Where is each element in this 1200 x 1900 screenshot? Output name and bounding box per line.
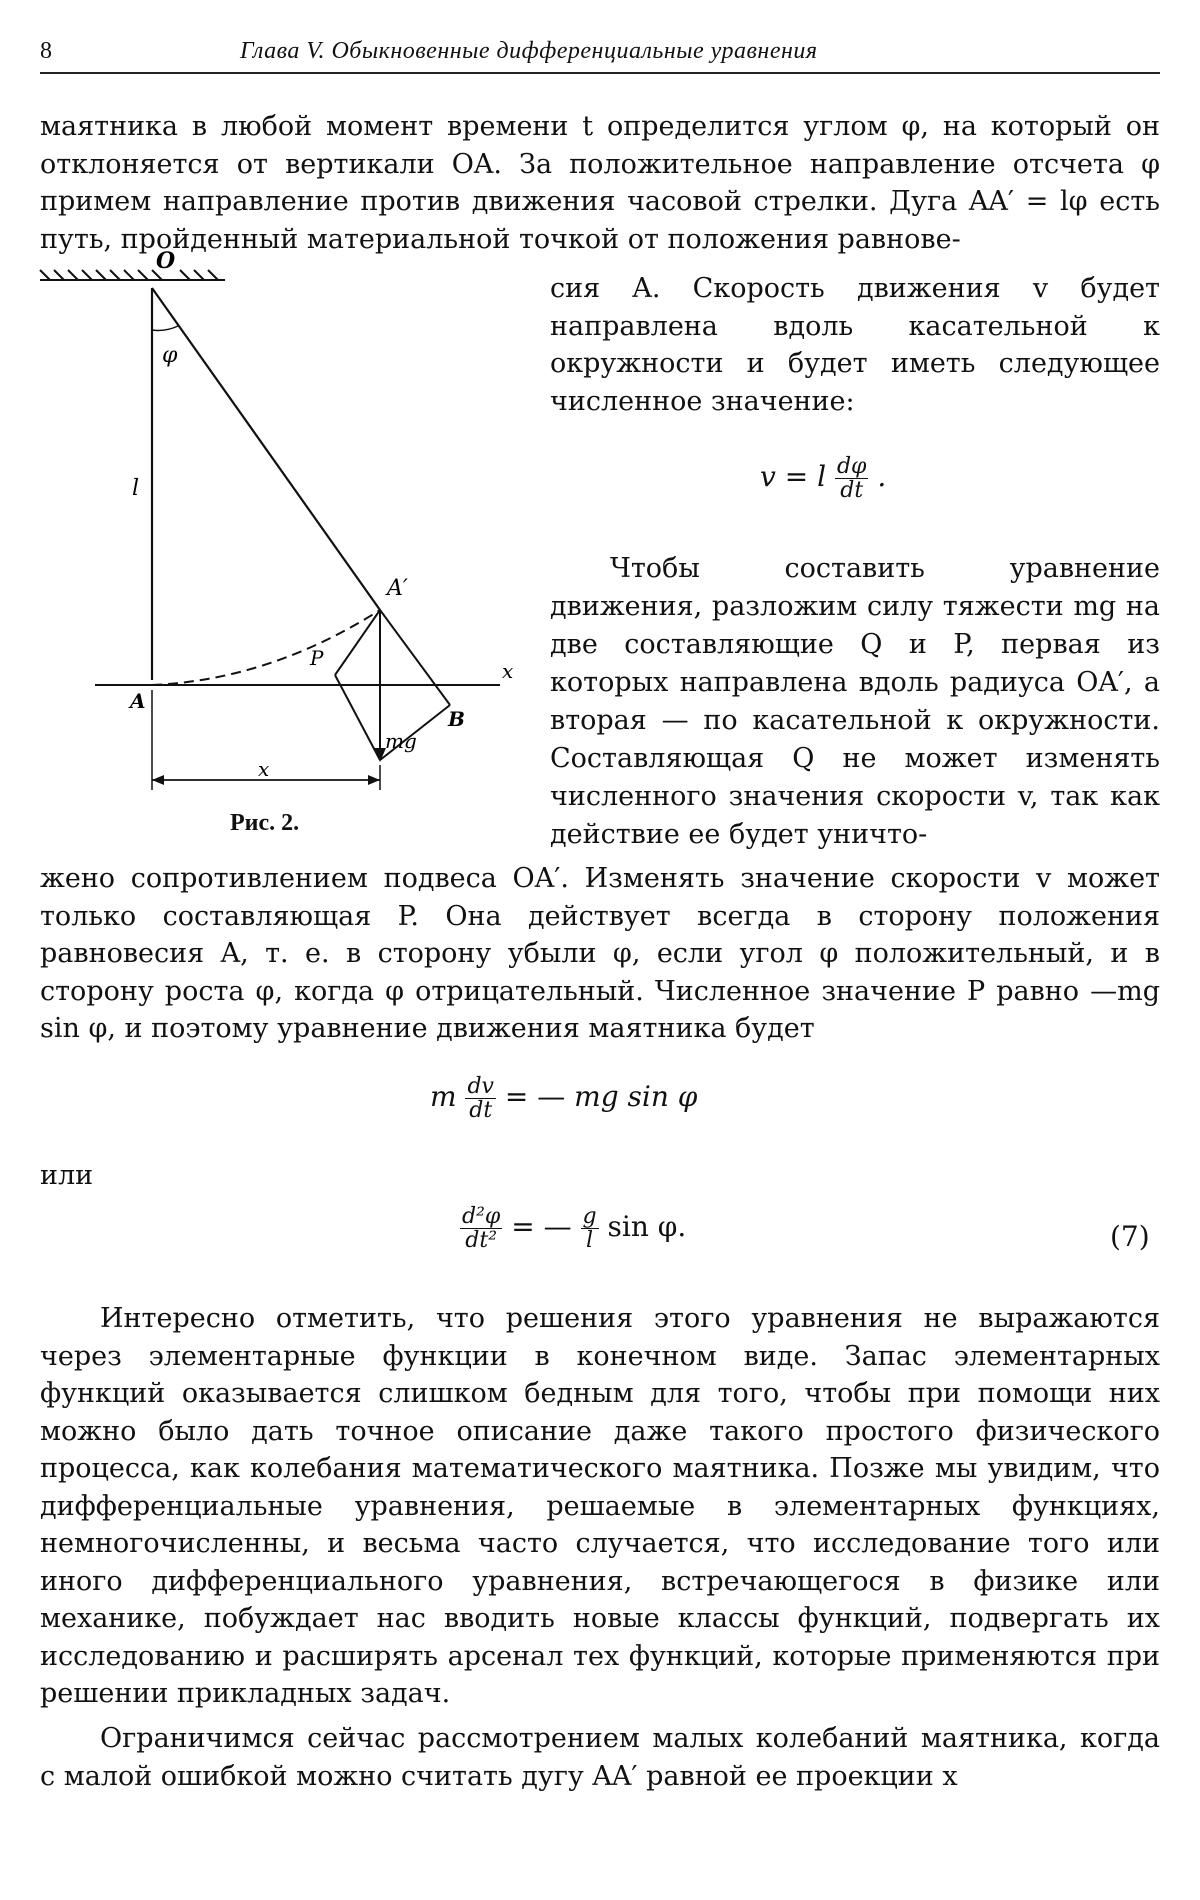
paragraph-5-text: Ограничимся сейчас рассмотрением малых колебаний маятника, когда с малой ошибкой можно считать дугу AA′ равной ее проекции x — [40, 1720, 1160, 1795]
pendulum-string-OA-prime — [152, 288, 380, 610]
eq-velocity-tail: . — [877, 460, 886, 493]
paragraph-2-text: сия A. Скорость движения v будет направлена вдоль касательной к окружности и будет иметь следующее численное значение: — [550, 270, 1160, 420]
P-to-mg — [335, 675, 380, 760]
angle-arc — [152, 326, 178, 331]
right-column-text-1 — [550, 270, 1160, 420]
eq1-num: dv — [465, 1075, 496, 1099]
label-l: l — [132, 476, 139, 501]
eq2-num2: g — [581, 1205, 599, 1229]
eq-velocity-den: dt — [835, 479, 869, 502]
label-A: A — [128, 689, 146, 713]
paragraph-4-text: Интересно отметить, что решения этого уравнения не выражаются через элементарные функции в конечном виде. Запас элементарных функций оказывается слишком бедным для того, чтобы при помощи них можно было дать точное описание даже такого простого физического процесса, как колебания математического маятника. Позже мы увидим, что дифференциальные уравнения, решаемые в элементарных функциях, немногочисленны, и весьма часто случается, что исследование того или иного дифференциального уравнения, встречающегося в физике или механике, побуждает нас вводить новые классы функций, подвергать их исследованию и расширять арсенал тех функций, которые применяются при решении прикладных задач. — [40, 1300, 1160, 1713]
x-dim-arrow-right — [368, 775, 380, 785]
paragraph-1 — [40, 108, 1160, 258]
label-B: B — [447, 707, 465, 731]
label-phi: φ — [162, 343, 178, 368]
eq-velocity-lhs: v = l — [760, 460, 826, 493]
eq2-den: dt² — [460, 1229, 502, 1252]
ceiling-hatching — [40, 270, 225, 280]
paragraph-1-text: маятника в любой момент времени t определится углом φ, на который он отклоняется от вертикали OA. За положительное направление отсчета φ примем направление против движения часовой стрелки. Дуга AA′ = lφ есть путь, пройденный материальной точкой от положения равнове- — [40, 108, 1160, 258]
chapter-title: Глава V. Обыкновенные дифференциальные уравнения — [240, 38, 818, 65]
equation-number: (7) — [1110, 1220, 1150, 1253]
eq2-fraction-1 — [460, 1205, 502, 1252]
label-mg: mg — [385, 729, 417, 753]
label-A-prime: A′ — [385, 576, 408, 601]
equation-velocity — [760, 455, 886, 502]
eq2-num: d²φ — [460, 1205, 502, 1229]
label-x-dim: x — [258, 757, 269, 781]
force-P — [335, 610, 380, 675]
eq2-den2: l — [581, 1229, 599, 1252]
right-column-text-2 — [550, 550, 1160, 854]
eq1-rhs: = — mg sin φ — [505, 1080, 698, 1113]
or-word: или — [40, 1160, 93, 1191]
eq2-mid: = — — [511, 1210, 571, 1243]
pendulum-figure — [40, 280, 520, 860]
force-Q — [380, 610, 450, 705]
equation-motion-2 — [460, 1205, 686, 1252]
label-O: O — [156, 248, 175, 274]
paragraph-3-text: Чтобы составить уравнение движения, разложим силу тяжести mg на две составляющие Q и P, первая из которых направлена вдоль радиуса OA′, а вторая — по касательной к окружности. Составляющая Q не может изменять численного значения скорости v, так как действие ее будет уничто- — [550, 550, 1160, 854]
eq1-fraction — [465, 1075, 496, 1122]
paragraph-5 — [40, 1720, 1160, 1795]
equation-motion-1 — [430, 1075, 697, 1122]
page-header — [40, 32, 1160, 74]
eq2-fraction-2 — [581, 1205, 599, 1252]
eq-velocity-fraction — [835, 455, 869, 502]
paragraph-3-cont-text: жено сопротивлением подвеса OA′. Изменять значение скорости v может только составляющая P. Она действует всегда в сторону положения равновесия A, т. е. в сторону убыли φ, если угол φ положительный, и в сторону роста φ, когда φ отрицательный. Численное значение P равно —mg sin φ, и поэтому уравнение движения маятника будет — [40, 860, 1160, 1048]
label-P: P — [309, 646, 324, 670]
eq-velocity-num: dφ — [835, 455, 869, 479]
arc-dashed — [152, 610, 380, 685]
eq2-rhs: sin φ. — [608, 1210, 687, 1243]
figure-caption: Рис. 2. — [230, 810, 299, 837]
book-page — [0, 0, 1200, 1900]
paragraph-4 — [40, 1300, 1160, 1713]
label-x-axis: x — [502, 659, 513, 683]
page-number: 8 — [40, 38, 52, 65]
paragraph-3-continued — [40, 860, 1160, 1048]
x-dim-arrow-left — [152, 775, 164, 785]
eq1-lhs: m — [430, 1080, 457, 1113]
eq1-den: dt — [465, 1099, 496, 1122]
